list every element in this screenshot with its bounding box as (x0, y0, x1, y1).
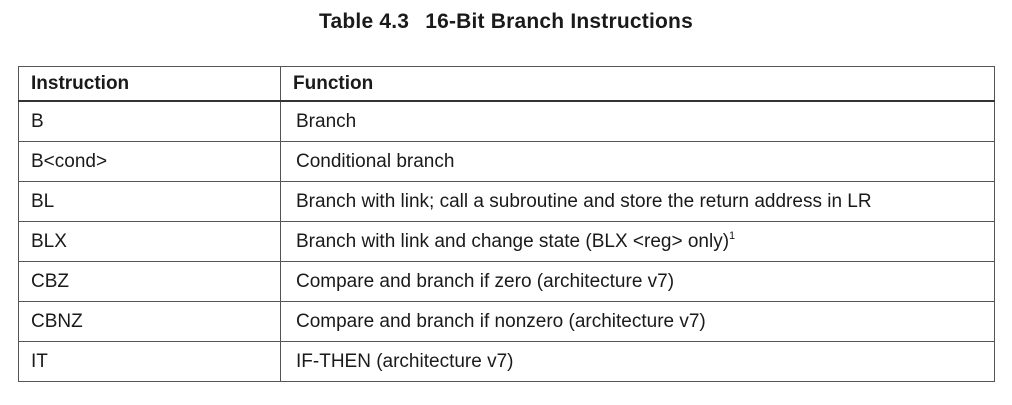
function-cell (281, 262, 995, 302)
table-row (19, 342, 995, 382)
header-function: Function (281, 67, 995, 102)
table-row (19, 142, 995, 182)
table-header (19, 67, 995, 102)
function-cell (281, 101, 995, 142)
function-text: Conditional branch (296, 150, 455, 172)
function-text: Branch (296, 110, 357, 132)
function-text: IF-THEN (architecture v7) (296, 350, 514, 372)
instruction-cell: B<cond> (19, 142, 281, 182)
table-row (19, 302, 995, 342)
function-text: Compare and branch if nonzero (architecture v7) (296, 310, 706, 332)
function-text: Branch with link; call a subroutine and store the return address in LR (296, 190, 872, 212)
table-row (19, 262, 995, 302)
instruction-cell: CBZ (19, 262, 281, 302)
table-title: 16-Bit Branch Instructions (425, 10, 693, 33)
function-cell (281, 302, 995, 342)
instruction-cell: B (19, 101, 281, 142)
function-cell (281, 142, 995, 182)
header-instruction: Instruction (19, 67, 281, 102)
table-body (19, 101, 995, 382)
table-row (19, 101, 995, 142)
table-number: Table 4.3 (319, 10, 410, 33)
instruction-cell: CBNZ (19, 302, 281, 342)
table-row (19, 222, 995, 262)
footnote-marker: 1 (729, 229, 736, 242)
header-row (19, 67, 995, 102)
instruction-cell: BL (19, 182, 281, 222)
function-cell (281, 222, 995, 262)
table-caption (0, 10, 1012, 34)
instruction-cell: IT (19, 342, 281, 382)
function-cell (281, 342, 995, 382)
branch-instructions-table (18, 66, 995, 382)
function-cell (281, 182, 995, 222)
function-text: Compare and branch if zero (architecture v7) (296, 270, 675, 292)
function-text: Branch with link and change state (BLX <reg> only) (296, 230, 730, 252)
table-row (19, 182, 995, 222)
instruction-cell: BLX (19, 222, 281, 262)
